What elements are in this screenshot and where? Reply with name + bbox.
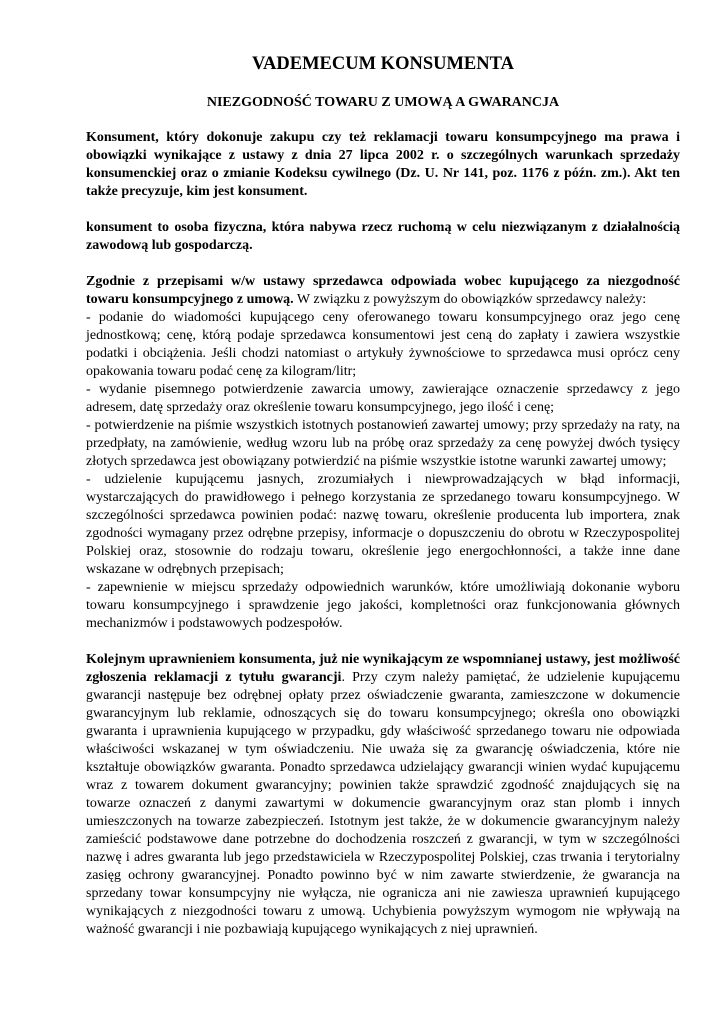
intro-paragraph: Konsument, który dokonuje zakupu czy też reklamacji towaru konsumpcyjnego ma prawa i obowiązki wynikające z ustawy z dnia 27 lipca 2002 r. o szczególnych warunkach sprzedaży konsumenckiej oraz o zmianie Kodeksu cywilnego (Dz. U. Nr 141, poz. 1176 z późn. zm.). Akt ten także precyzuje, kim jest konsument.: [86, 130, 680, 199]
obligation-item: - potwierdzenie na piśmie wszystkich istotnych postanowień zawartej umowy; przy sprzedaży na raty, na przedpłaty, na zamówienie, według wzoru lub na próbę oraz sprzedaży za cenę powyżej dwóch tysięcy złotych sprzedawca jest obowiązany potwierdzić na piśmie wszystkie istotne warunki zawartej umowy;: [86, 418, 680, 469]
seller-obligations-section: [86, 273, 680, 633]
obligation-item: - zapewnienie w miejscu sprzedaży odpowiednich warunków, które umożliwiają dokonanie wyboru towaru konsumpcyjnego i sprawdzenie jego jakości, kompletności oraz funkcjonowania głównych mechanizmów i podstawowych podzespołów.: [86, 580, 680, 631]
section1-lead: [86, 273, 680, 309]
section1-lead-bold: Zgodnie z przepisami w/w ustawy sprzedawca odpowiada wobec kupującego za niezgodność towaru konsumpcyjnego z umową.: [86, 274, 680, 307]
document-subtitle: NIEZGODNOŚĆ TOWARU Z UMOWĄ A GWARANCJA: [206, 95, 560, 110]
document-title: VADEMECUM KONSUMENTA: [252, 54, 514, 74]
warranty-section: [86, 651, 680, 939]
obligation-item: - udzielenie kupującemu jasnych, zrozumiałych i niewprowadzających w błąd informacji, wystarczających do prawidłowego i pełnego korzystania ze sprzedanego towaru konsumpcyjnego. W szczególności sprzedawca powinien podać: nazwę towaru, określenie producenta lub importera, znak zgodności wymagany przez odrębne przepisy, informacje o dopuszczeniu do obrotu w Rzeczypospolitej Polskiej oraz, stosownie do rodzaju towaru, określenie jego energochłonności, a także inne dane wskazane w odrębnych przepisach;: [86, 472, 680, 577]
section2-body: . Przy czym należy pamiętać, że udzielenie kupującemu gwarancji następuje bez odrębnej opłaty przez oświadczenie gwaranta, zamieszczone w dokumencie gwarancyjnym lub reklamie, odnoszących się do towaru konsumpcyjnego; określa ono obowiązki gwaranta i uprawnienia kupującego w przypadku, gdy właściwość sprzedanego towaru nie odpowiada właściwości wskazanej w tym oświadczeniu. Nie uważa się za gwarancję oświadczenia, które nie kształtuje obowiązków gwaranta. Ponadto sprzedawca udzielający gwarancji winien wydać kupującemu wraz z towarem dokument gwarancyjny; powinien także sprawdzić zgodność znajdujących się na towarze oznaczeń z danymi zawartymi w dokumencie gwarancyjnym oraz stan plomb i innych umieszczonych na towarze zabezpieczeń. Istotnym jest także, że w dokumencie gwarancyjnym należy zamieścić podstawowe dane potrzebne do dochodzenia roszczeń z gwarancji, w tym w szczególności nazwę i adres gwaranta lub jego przedstawiciela w Rzeczypospolitej Polskiej, czas trwania i terytorialny zasięg ochrony gwarancyjnej. Ponadto powinno być w nim zawarte stwierdzenie, że gwarancja na sprzedany towar konsumpcyjny nie wyłącza, nie ogranicza ani nie zawiesza uprawnień kupującego wynikających z niezgodności towaru z umową. Uchybienia powyższym wymogom nie wpływają na ważność gwarancji i nie pozbawiają kupującego wynikających z niej uprawnień.: [86, 670, 680, 937]
obligation-item: - wydanie pisemnego potwierdzenie zawarcia umowy, zawierające oznaczenie sprzedawcy z jego adresem, datę sprzedaży oraz określenie towaru konsumpcyjnego, jego ilość i cenę;: [86, 382, 680, 415]
section1-lead-rest: W związku z powyższym do obowiązków sprzedawcy należy:: [293, 292, 647, 307]
consumer-definition: konsument to osoba fizyczna, która nabywa rzecz ruchomą w celu niezwiązanym z działalnością zawodową lub gospodarczą.: [86, 220, 680, 253]
obligation-item: - podanie do wiadomości kupującego ceny oferowanego towaru konsumpcyjnego oraz jego cenę jednostkową; cenę, którą podaje sprzedawca konsumentowi jest ceną do zapłaty i zawiera wszystkie podatki i obciążenia. Jeśli chodzi natomiast o artykuły żywnościowe to sprzedawca musi oprócz ceny opakowania towaru podać cenę za kilogram/litr;: [86, 310, 680, 379]
section2-lead-bold: Kolejnym uprawnieniem konsumenta, już nie wynikającym ze wspomnianej ustawy, jest możliwość zgłoszenia reklamacji z tytułu gwarancji: [86, 652, 680, 685]
